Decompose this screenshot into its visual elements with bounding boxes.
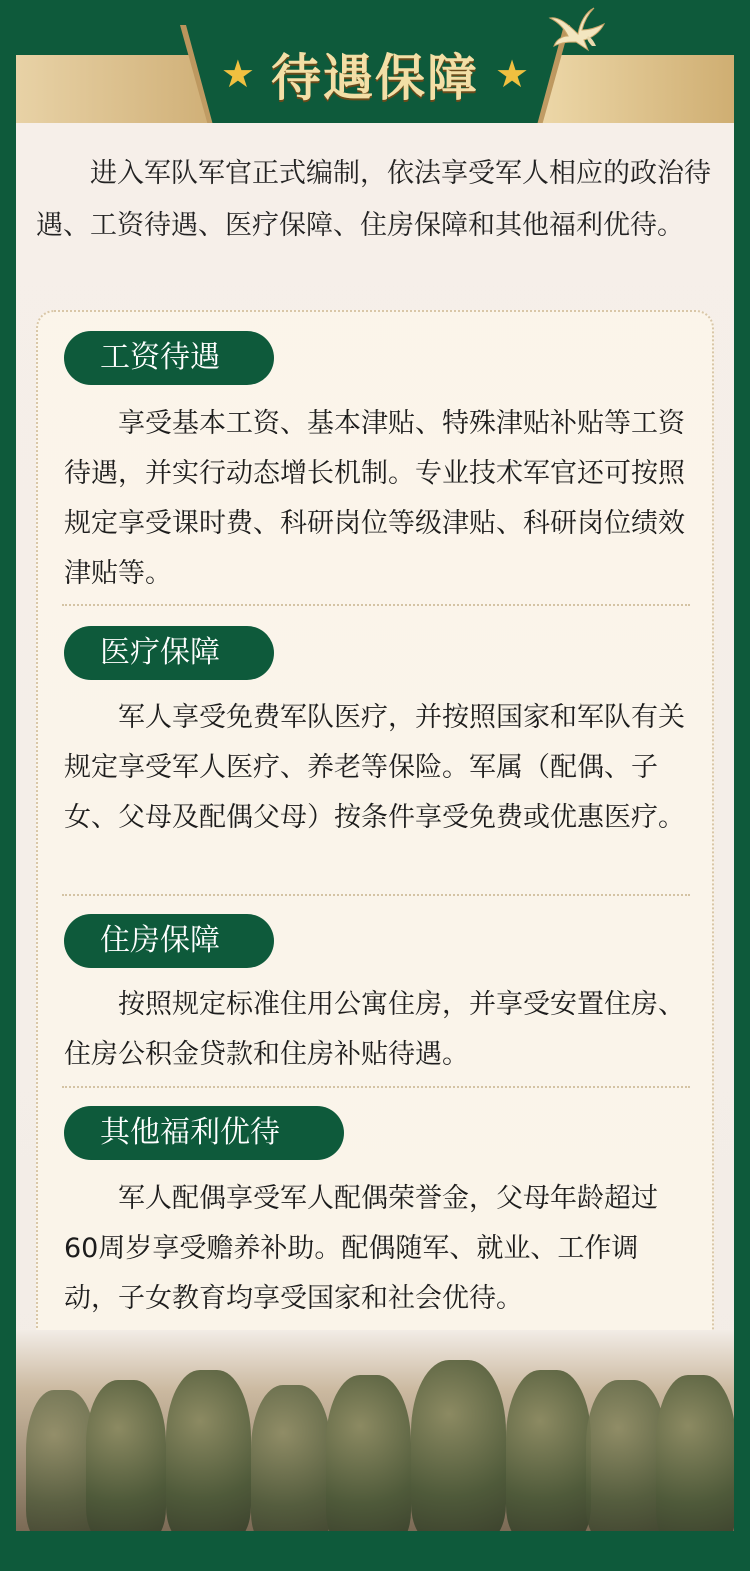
section-text-housing: 按照规定标准住用公寓住房，并享受安置住房、住房公积金贷款和住房补贴待遇。 [64,989,685,1070]
page-title: 待遇保障 [271,48,479,107]
section-text-welfare: 军人配偶享受军人配偶荣誉金，父母年龄超过60周岁享受赡养补助。配偶随军、就业、工作调动，子女教育均享受国家和社会优待。 [64,1183,658,1314]
star-icon: ★ [495,52,530,96]
section-label-housing: 住房保障 [64,914,274,968]
section-text-medical: 军人享受免费军队医疗，并按照国家和军队有关规定享受军人医疗、养老等保险。军属（配偶、子女、父母及配偶父母）按条件享受免费或优惠医疗。 [64,702,685,833]
divider [62,604,690,606]
dove-icon [548,6,608,58]
intro-text: 进入军队军官正式编制，依法享受军人相应的政治待遇、工资待遇、医疗保障、住房保障和其他福利优待。 [36,158,711,241]
section-label-salary: 工资待遇 [64,331,274,385]
title-bar [186,38,564,110]
divider [62,894,690,896]
divider [62,1086,690,1088]
section-label-welfare: 其他福利优待 [64,1106,344,1160]
section-label-medical: 医疗保障 [64,626,274,680]
soldiers-photo [16,1330,734,1531]
star-icon: ★ [220,52,255,96]
section-text-salary: 享受基本工资、基本津贴、特殊津贴补贴等工资待遇，并实行动态增长机制。专业技术军官还可按照规定享受课时费、科研岗位等级津贴、科研岗位绩效津贴等。 [64,408,685,589]
